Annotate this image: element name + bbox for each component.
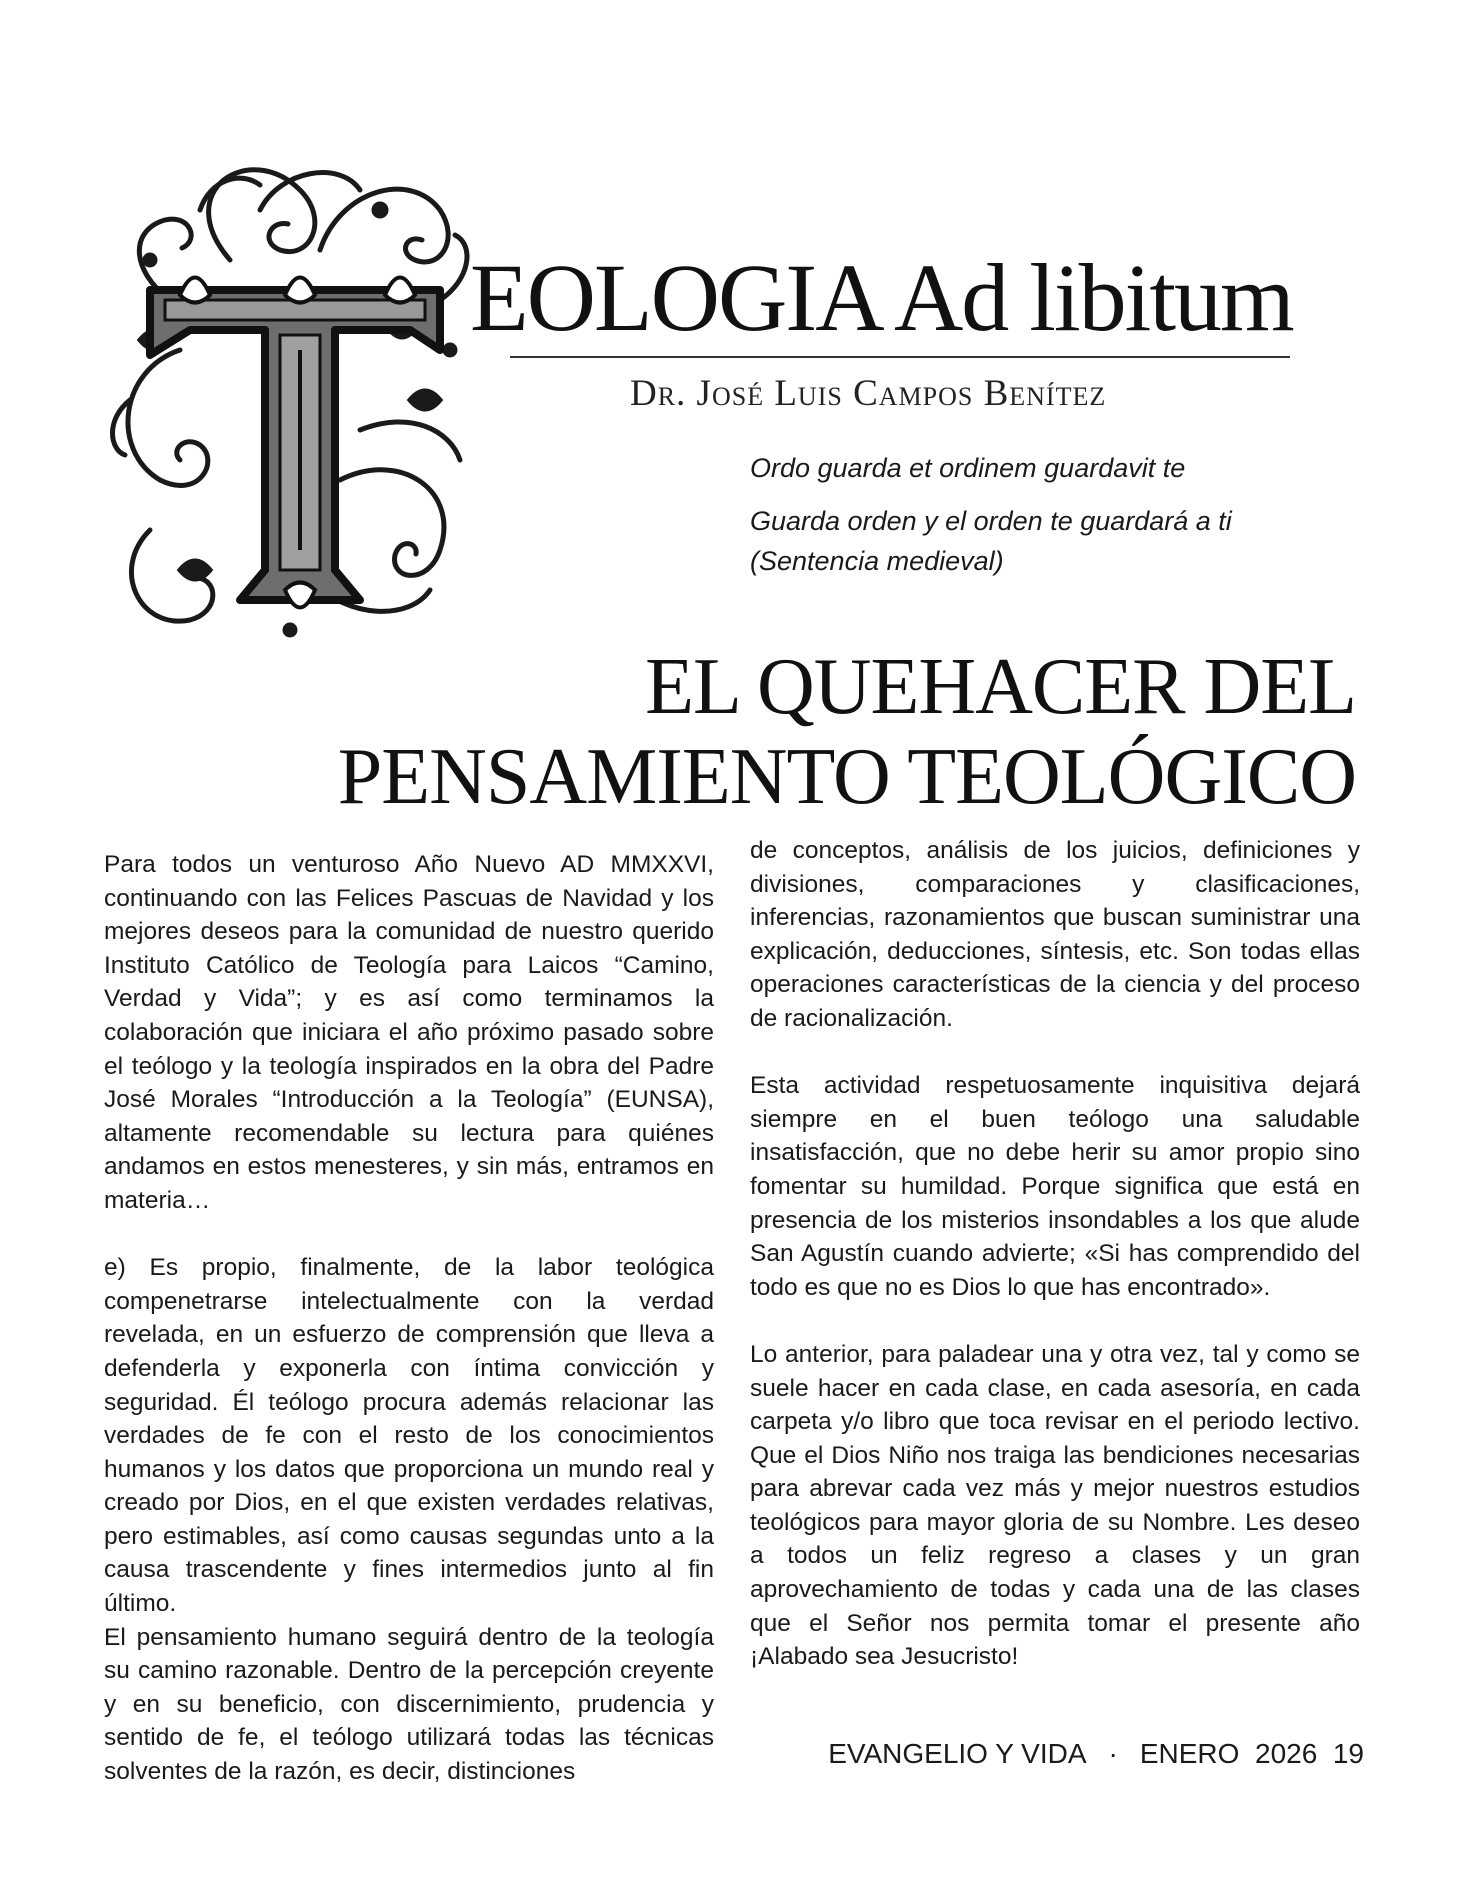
section-title: EOLOGIA Ad libitum [470, 244, 1293, 351]
epigraph-spacer [750, 488, 1232, 501]
epigraph-spanish: Guarda orden y el orden te guardará a ti [750, 506, 1232, 536]
paragraph: e) Es propio, finalmente, de la labor teológica compenetrarse intelectualmente con la verdad revelada, en un esfuerzo de comprensión que lleva a defenderla y exponerla con íntima convicción y seguridad. Él teólogo procura además relacionar las verdades de fe con el resto de los conocimientos humanos y los datos que proporciona un mundo real y creado por Dios, en el que existen verdades relativas, pero estimables, así como causas segundas unto a la causa trascendente y fines intermedios junto al fin último. [104, 1254, 714, 1618]
epigraph-source: (Sentencia medieval) [750, 546, 1004, 576]
magazine-name: EVANGELIO Y VIDA [828, 1738, 1087, 1769]
paragraph: El pensamiento humano seguirá dentro de la teología su camino razonable. Dentro de la percepción creyente y en su beneficio, con discernimiento, prudencia y sentido de fe, el teólogo utilizará todas las técnicas solventes de la razón, es decir, distinciones [104, 1623, 714, 1786]
paragraph: de conceptos, análisis de los juicios, definiciones y divisiones, comparaciones y clasificaciones, inferencias, razonamientos que buscan suministrar una explicación, deducciones, síntesis, etc. Son todas ellas operaciones características de la ciencia y del proceso de racionalización. [750, 837, 1360, 1032]
article-title-line-2: PENSAMIENTO TEOLÓGICO [337, 733, 1356, 821]
right-column [750, 834, 1360, 1674]
left-column [104, 848, 714, 1789]
ornamental-letter-t-icon [110, 150, 480, 650]
paragraph: Para todos un venturoso Año Nuevo AD MMXXVI, continuando con las Felices Pascuas de Navidad y los mejores deseos para la comunidad de nuestro querido Instituto Católico de Teología para Laicos “Camino, Verdad y Vida”; y es así como terminamos la colaboración que iniciara el año próximo pasado sobre el teólogo y la teología inspirados en la obra del Padre José Morales “Introducción a la Teología” (EUNSA), altamente recomendable su lectura para quiénes andamos en estos menesteres, y sin más, entramos en materia… [104, 851, 714, 1214]
page-footer [828, 1738, 1364, 1770]
article-title [338, 642, 1356, 822]
paragraph: Lo anterior, para paladear una y otra vez, tal y como se suele hacer en cada clase, en cada asesoría, en cada carpeta y/o libro que toca revisar en el periodo lectivo. Que el Dios Niño nos traiga las bendiciones necesarias para abrevar cada vez más y mejor nuestros estudios teológicos para mayor gloria de su Nombre. Les deseo a todos un feliz regreso a clases y un gran aprovechamiento de todas y cada una de las clases que el Señor nos permita tomar el presente año ¡Alabado sea Jesucristo! [750, 1340, 1360, 1671]
issue-date: ENERO 2026 [1139, 1738, 1318, 1769]
article-title-line-1: EL QUEHACER DEL [645, 643, 1356, 731]
paragraph: Esta actividad respetuosamente inquisitiva dejará siempre en el buen teólogo una saludable insatisfacción, que no debe herir su amor propio sino fomentar su humildad. Porque significa que está en presencia de los misterios insondables a los que alude San Agustín cuando advierte; «Si has comprendido del todo es que no es Dios lo que has encontrado». [750, 1072, 1360, 1301]
epigraph-latin: Ordo guarda et ordinem guardavit te [750, 453, 1186, 483]
header-rule [510, 356, 1290, 358]
author-byline: Dr. José Luis Campos Benítez [630, 373, 1107, 414]
page-number: 19 [1332, 1738, 1364, 1769]
footer-separator: · [1108, 1738, 1118, 1769]
epigraph [750, 448, 1232, 581]
